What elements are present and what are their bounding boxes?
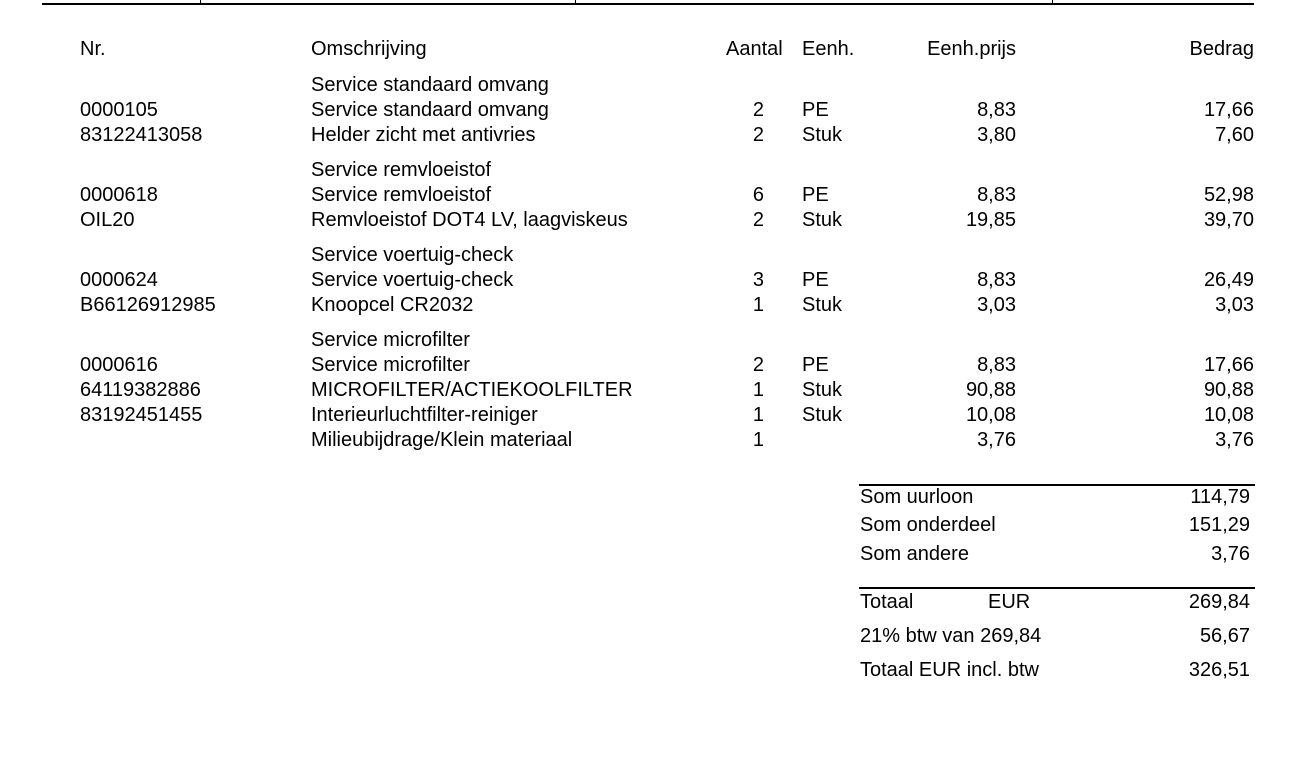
section-title: Service microfilter [311, 329, 470, 351]
vat-label: 21% btw van 269,84 [860, 625, 1042, 647]
section-title: Service standaard omvang [311, 74, 549, 96]
line-nr: 83122413058 [80, 124, 203, 146]
top-rule [42, 3, 1254, 5]
line-nr: 0000624 [80, 269, 158, 291]
line-unit-price: 3,76 [977, 429, 1016, 451]
line-unit-price: 8,83 [977, 184, 1016, 206]
line-description: Service standaard omvang [311, 99, 549, 121]
line-quantity: 1 [752, 404, 764, 426]
line-description: Service remvloeistof [311, 184, 492, 206]
line-description: Knoopcel CR2032 [311, 294, 474, 316]
line-description: Remvloeistof DOT4 LV, laagviskeus [311, 209, 628, 231]
line-nr: 64119382886 [80, 379, 201, 401]
total-value: 269,84 [1188, 591, 1250, 613]
line-description: Milieubijdrage/Klein materiaal [311, 429, 573, 451]
column-header-unit: Eenh. [802, 38, 855, 60]
line-amount: 39,70 [1203, 209, 1254, 231]
line-unit: Stuk [802, 294, 843, 316]
line-unit-price: 8,83 [977, 269, 1016, 291]
line-description: Service voertuig-check [311, 269, 514, 291]
grand-total-value: 326,51 [1188, 659, 1250, 681]
section-title: Service voertuig-check [311, 244, 514, 266]
line-unit: Stuk [802, 404, 843, 426]
total-label: Totaal [860, 591, 914, 613]
top-rule-tick [1052, 0, 1053, 4]
column-header-quantity: Aantal [726, 38, 783, 60]
line-amount: 17,66 [1203, 354, 1254, 376]
parts-total-label: Som onderdeel [860, 514, 996, 536]
total-currency: EUR [988, 591, 1031, 613]
top-rule-tick [200, 0, 201, 4]
section-title: Service remvloeistof [311, 159, 492, 181]
line-quantity: 2 [752, 354, 764, 376]
line-quantity: 2 [752, 99, 764, 121]
line-unit: PE [802, 269, 829, 291]
line-description: Interieurluchtfilter-reiniger [311, 404, 538, 426]
line-amount: 52,98 [1203, 184, 1254, 206]
line-unit: PE [802, 184, 829, 206]
line-nr: OIL20 [80, 209, 135, 231]
line-nr: 0000618 [80, 184, 158, 206]
line-description: Helder zicht met antivries [311, 124, 536, 146]
line-unit-price: 3,80 [977, 124, 1016, 146]
grand-total-label: Totaal EUR incl. btw [860, 659, 1039, 681]
line-unit-price: 8,83 [977, 99, 1016, 121]
line-unit-price: 8,83 [977, 354, 1016, 376]
line-unit: Stuk [802, 209, 843, 231]
line-amount: 17,66 [1203, 99, 1254, 121]
other-total-value: 3,76 [1211, 543, 1250, 565]
line-amount: 26,49 [1203, 269, 1254, 291]
line-unit-price: 3,03 [977, 294, 1016, 316]
line-unit: PE [802, 354, 829, 376]
line-unit: Stuk [802, 124, 843, 146]
line-quantity: 1 [752, 294, 764, 316]
line-amount: 10,08 [1203, 404, 1254, 426]
line-nr: 0000616 [80, 354, 158, 376]
column-header-description: Omschrijving [311, 38, 427, 60]
line-unit: Stuk [802, 379, 843, 401]
column-header-amount: Bedrag [1189, 38, 1254, 60]
line-amount: 7,60 [1215, 124, 1254, 146]
line-quantity: 1 [752, 379, 764, 401]
line-nr: 0000105 [80, 99, 158, 121]
labor-total-value: 114,79 [1190, 486, 1250, 508]
line-amount: 3,76 [1215, 429, 1254, 451]
line-quantity: 1 [752, 429, 764, 451]
top-rule-tick [575, 0, 576, 4]
line-nr: 83192451455 [80, 404, 203, 426]
line-nr: B66126912985 [80, 294, 216, 316]
vat-value: 56,67 [1199, 625, 1250, 647]
line-quantity: 3 [752, 269, 764, 291]
line-unit-price: 10,08 [965, 404, 1016, 426]
line-quantity: 6 [752, 184, 764, 206]
line-description: MICROFILTER/ACTIEKOOLFILTER [311, 379, 633, 401]
other-total-label: Som andere [860, 543, 969, 565]
line-amount: 3,03 [1215, 294, 1254, 316]
line-quantity: 2 [752, 124, 764, 146]
column-header-unit-price: Eenh.prijs [927, 38, 1016, 60]
line-quantity: 2 [752, 209, 764, 231]
line-unit: PE [802, 99, 829, 121]
parts-total-value: 151,29 [1188, 514, 1250, 536]
line-unit-price: 90,88 [965, 379, 1016, 401]
column-header-nr: Nr. [80, 38, 106, 60]
line-unit-price: 19,85 [965, 209, 1016, 231]
line-description: Service microfilter [311, 354, 470, 376]
total-rule [859, 587, 1255, 589]
labor-total-label: Som uurloon [860, 486, 974, 508]
line-amount: 90,88 [1203, 379, 1254, 401]
